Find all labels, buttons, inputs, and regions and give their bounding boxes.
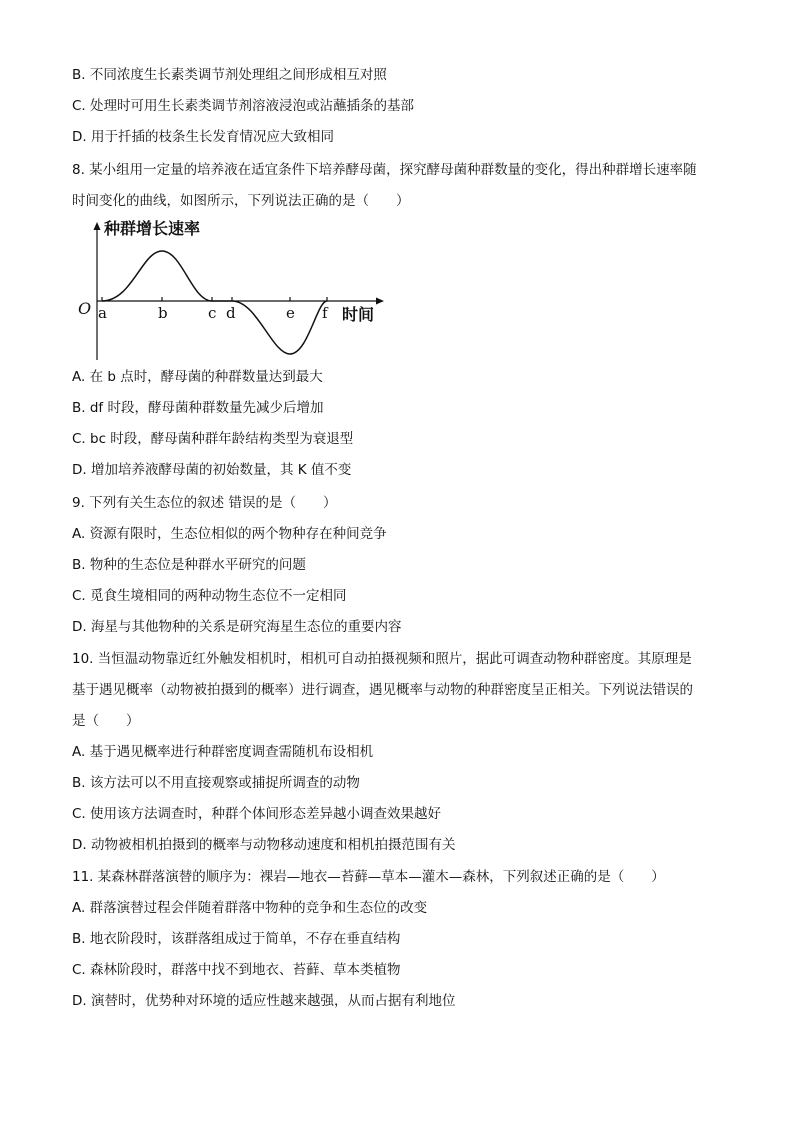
point-label-c: c — [208, 304, 217, 322]
text-line: C. 觅食生境相同的两种动物生态位不一定相同 — [72, 588, 347, 604]
text-line: B. 地衣阶段时，该群落组成过于简单，不存在垂直结构 — [72, 931, 401, 947]
text-line: 基于遇见概率（动物被拍摄到的概率）进行调查，遇见概率与动物的种群密度呈正相关。下列说法错误的 — [72, 682, 693, 698]
point-label-a: a — [98, 304, 107, 322]
origin-label: O — [78, 299, 92, 318]
text-line: A. 基于遇见概率进行种群密度调查需随机布设相机 — [72, 744, 374, 760]
text-line: C. 处理时可用生长素类调节剂溶液浸泡或沾蘸插条的基部 — [72, 98, 415, 114]
text-line: D. 演替时，优势种对环境的适应性越来越强，从而占据有利地位 — [72, 993, 456, 1009]
text-line: A. 在 b 点时，酵母菌的种群数量达到最大 — [72, 369, 323, 385]
text-line: D. 海星与其他物种的关系是研究海星生态位的重要内容 — [72, 619, 402, 635]
text-line: 10. 当恒温动物靠近红外触发相机时，相机可自动拍摄视频和照片，据此可调查动物种群密度。其原理是 — [72, 651, 692, 667]
text-line: A. 群落演替过程会伴随着群落中物种的竞争和生态位的改变 — [72, 900, 428, 916]
point-label-e: e — [286, 304, 295, 322]
growth-rate-figure — [72, 214, 392, 364]
point-label-b: b — [158, 304, 168, 322]
text-line: B. 不同浓度生长素类调节剂处理组之间形成相互对照 — [72, 67, 387, 83]
text-line: C. bc 时段，酵母菌种群年龄结构类型为衰退型 — [72, 431, 354, 447]
text-line: C. 森林阶段时，群落中找不到地衣、苔藓、草本类植物 — [72, 962, 401, 978]
text-line: D. 用于扦插的枝条生长发育情况应大致相同 — [72, 129, 334, 145]
text-line: B. 物种的生态位是种群水平研究的问题 — [72, 557, 306, 573]
text-line: D. 动物被相机拍摄到的概率与动物移动速度和相机拍摄范围有关 — [72, 837, 456, 853]
y-axis-label: 种群增长速率 — [104, 219, 201, 238]
text-line: 9. 下列有关生态位的叙述 错误的是（ ） — [72, 495, 337, 511]
text-line: 是（ ） — [72, 713, 140, 729]
text-line: B. df 时段，酵母菌种群数量先减少后增加 — [72, 400, 324, 416]
text-line: C. 使用该方法调查时，种群个体间形态差异越小调查效果越好 — [72, 806, 442, 822]
text-line: 11. 某森林群落演替的顺序为：裸岩—地衣—苔藓—草本—灌木—森林，下列叙述正确的是（ ） — [72, 869, 665, 885]
growth-rate-curve — [102, 251, 327, 354]
point-label-f: f — [322, 304, 328, 322]
x-axis-label: 时间 — [342, 305, 375, 324]
point-label-d: d — [226, 304, 236, 322]
text-line: 时间变化的曲线，如图所示，下列说法正确的是（ ） — [72, 193, 410, 209]
text-line: D. 增加培养液酵母菌的初始数量，其 K 值不变 — [72, 462, 352, 478]
text-line: 8. 某小组用一定量的培养液在适宜条件下培养酵母菌，探究酵母菌种群数量的变化，得出种群增长速率随 — [72, 162, 697, 178]
x-axis-arrow — [376, 298, 384, 305]
y-axis-arrow — [94, 222, 101, 230]
text-line: A. 资源有限时，生态位相似的两个物种存在种间竞争 — [72, 526, 387, 542]
text-line: B. 该方法可以不用直接观察或捕捉所调查的动物 — [72, 775, 360, 791]
